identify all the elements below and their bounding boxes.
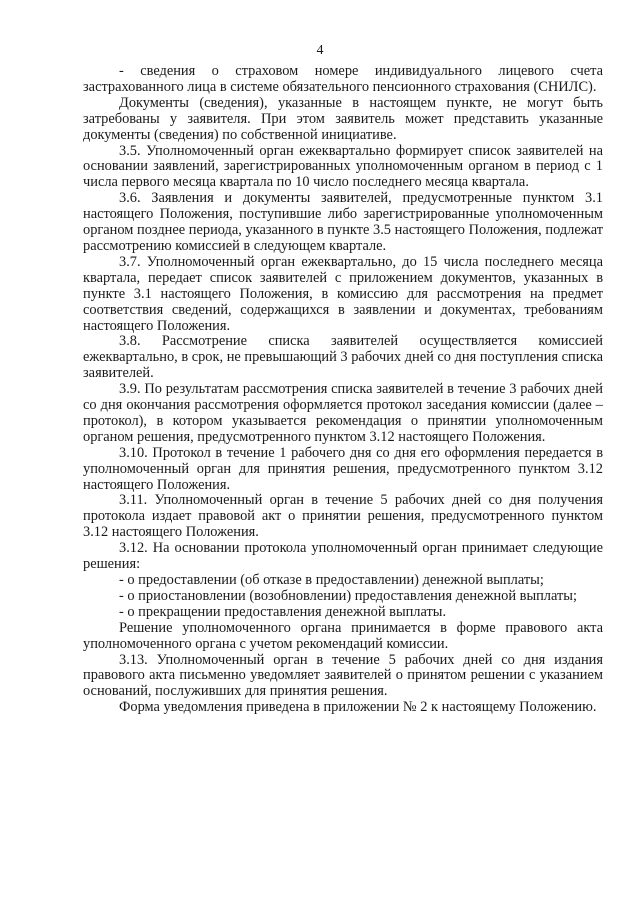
- paragraph-snils: - сведения о страховом номере индивидуального лицевого счета застрахованного лица в системе обязательного пенсионного страхования (СНИЛС).: [83, 63, 603, 95]
- paragraph-3-8: 3.8. Рассмотрение списка заявителей осуществляется комиссией ежеквартально, в срок, не превышающий 3 рабочих дней со дня поступления списка заявителей.: [83, 333, 603, 382]
- page-number: 4: [316, 43, 324, 58]
- paragraph-documents-not-requested: Документы (сведения), указанные в настоящем пункте, не могут быть затребованы у заявителя. При этом заявитель может представить указанные документы (сведения) по собственной инициативе.: [83, 94, 603, 143]
- paragraph-3-12: 3.12. На основании протокола уполномоченный орган принимает следующие решения:: [83, 540, 603, 573]
- paragraph-3-13: 3.13. Уполномоченный орган в течение 5 рабочих дней со дня издания правового акта письменно уведомляет заявителей о принятом решении с указанием оснований, послуживших для принятия решения.: [83, 651, 603, 700]
- paragraph-3-7: 3.7. Уполномоченный орган ежеквартально, до 15 числа последнего месяца квартала, передает список заявителей с приложением документов, указанных в пункте 3.1 настоящего Положения, в комиссию для рассмотрения на предмет соответствия сведений, содержащихся в заявлении и документах, требованиям настоящего Положения.: [83, 253, 603, 334]
- paragraph-notification-form: Форма уведомления приведена в приложении № 2 к настоящему Положению.: [119, 699, 597, 716]
- document-body: [83, 64, 603, 716]
- paragraph-3-5: 3.5. Уполномоченный орган ежеквартально формирует список заявителей на основании заявлений, зарегистрированных уполномоченным органом в период с 1 числа первого месяца квартала по 10 число последнего месяца квартала.: [83, 142, 603, 191]
- list-item-decision-terminate: - о прекращении предоставления денежной выплаты.: [119, 603, 447, 620]
- paragraph-3-9: 3.9. По результатам рассмотрения списка заявителей в течение 3 рабочих дней со дня окончания рассмотрения оформляется протокол заседания комиссии (далее – протокол), в котором указывается рекомендация о принятии уполномоченным органом решения, предусмотренного пунктом 3.12 настоящего Положения.: [83, 381, 603, 445]
- paragraph-3-6: 3.6. Заявления и документы заявителей, предусмотренные пунктом 3.1 настоящего Положения, поступившие либо зарегистрированные уполномоченным органом позднее периода, указанного в пункте 3.5 настоящего Положения, подлежат рассмотрению комиссией в следующем квартале.: [83, 190, 603, 254]
- paragraph-3-11: 3.11. Уполномоченный орган в течение 5 рабочих дней со дня получения протокола издает правовой акт о принятии решения, предусмотренного пунктом 3.12 настоящего Положения.: [83, 492, 603, 541]
- paragraph-3-10: 3.10. Протокол в течение 1 рабочего дня со дня его оформления передается в уполномоченный орган для принятия решения, предусмотренного пунктом 3.12 настоящего Положения.: [83, 444, 603, 493]
- list-item-decision-suspend: - о приостановлении (возобновлении) предоставления денежной выплаты;: [119, 587, 577, 604]
- list-item-decision-grant: - о предоставлении (об отказе в предоставлении) денежной выплаты;: [119, 572, 544, 588]
- paragraph-decision-form: Решение уполномоченного органа принимается в форме правового акта уполномоченного органа с учетом рекомендаций комиссии.: [83, 619, 603, 652]
